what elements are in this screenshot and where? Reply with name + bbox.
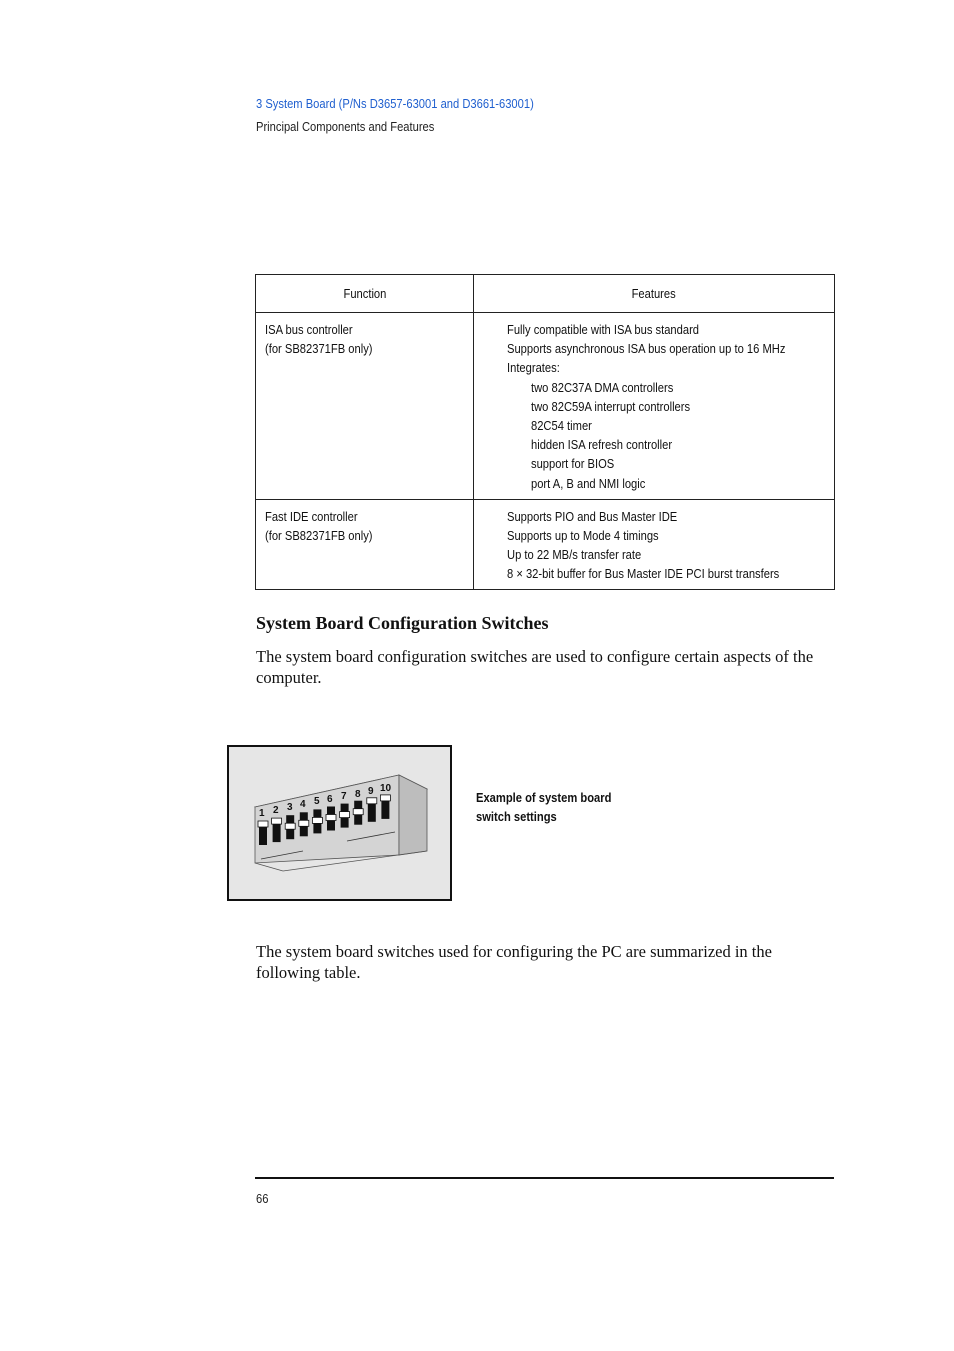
function-cell <box>256 313 474 500</box>
switch-number-label: 5 <box>314 796 320 807</box>
features-table <box>255 274 835 590</box>
caption-line: Example of system board <box>476 790 612 805</box>
switch-block-side <box>399 775 427 855</box>
switch-number-label: 1 <box>259 808 265 819</box>
body-paragraph: The system board configuration switches are used to configure certain aspects of the computer. <box>256 647 814 687</box>
feature-subitem: 82C54 timer <box>531 417 592 433</box>
table-header-row <box>256 275 835 313</box>
switch-lever <box>353 809 363 815</box>
feature-item: Supports PIO and Bus Master IDE <box>507 508 678 524</box>
footer-rule <box>255 1177 834 1179</box>
switch-number-label: 3 <box>287 802 293 813</box>
page-number: 66 <box>256 1191 269 1206</box>
chapter-title: 3 System Board (P/Ns D3657-63001 and D3661-63001) <box>256 96 534 111</box>
switch-number-label: 4 <box>300 799 306 810</box>
switch-number-label: 7 <box>341 791 347 802</box>
switch-lever <box>326 815 336 821</box>
switch-number-label: 2 <box>273 805 279 816</box>
function-line: (for SB82371FB only) <box>265 527 373 543</box>
feature-item: 8 × 32-bit buffer for Bus Master IDE PCI burst transfers <box>507 566 780 582</box>
features-cell <box>474 499 835 590</box>
switch-lever <box>258 821 268 827</box>
switch-lever <box>367 798 377 804</box>
table-row <box>256 313 835 500</box>
figure-caption <box>476 788 634 826</box>
feature-item: Up to 22 MB/s transfer rate <box>507 547 642 563</box>
function-line: Fast IDE controller <box>265 508 358 524</box>
feature-item: Supports asynchronous ISA bus operation up to 16 MHz <box>507 341 786 357</box>
switch-illustration <box>227 745 452 901</box>
switch-number-label: 9 <box>368 786 374 797</box>
switch-number-label: 10 <box>380 783 392 794</box>
feature-item: Integrates: <box>507 360 560 376</box>
function-line: (for SB82371FB only) <box>265 341 373 356</box>
column-header-features: Features <box>474 275 835 313</box>
switch-lever <box>299 820 309 826</box>
column-header-function: Function <box>256 275 474 313</box>
switch-number-label: 6 <box>327 794 333 805</box>
feature-item: Supports up to Mode 4 timings <box>507 527 659 543</box>
section-heading: System Board Configuration Switches <box>256 613 549 633</box>
features-cell <box>474 313 835 500</box>
switch-lever <box>285 823 295 829</box>
feature-subitem: port A, B and NMI logic <box>531 475 646 491</box>
function-line: ISA bus controller <box>265 322 353 337</box>
body-paragraph: The system board switches used for configuring the PC are summarized in the following table. <box>256 942 772 982</box>
switch-number-label: 8 <box>355 789 361 800</box>
switch-lever <box>340 812 350 818</box>
function-cell <box>256 499 474 590</box>
switch-lever <box>312 817 322 823</box>
section-title: Principal Components and Features <box>256 119 435 134</box>
caption-line: switch settings <box>476 809 557 824</box>
feature-subitem: support for BIOS <box>531 456 615 472</box>
feature-subitem: hidden ISA refresh controller <box>531 437 673 453</box>
table-row <box>256 499 835 590</box>
feature-item: Fully compatible with ISA bus standard <box>507 322 700 337</box>
switch-lever <box>272 818 282 824</box>
switch-lever <box>380 795 390 801</box>
feature-subitem: two 82C37A DMA controllers <box>531 379 674 395</box>
feature-subitem: two 82C59A interrupt controllers <box>531 398 691 414</box>
